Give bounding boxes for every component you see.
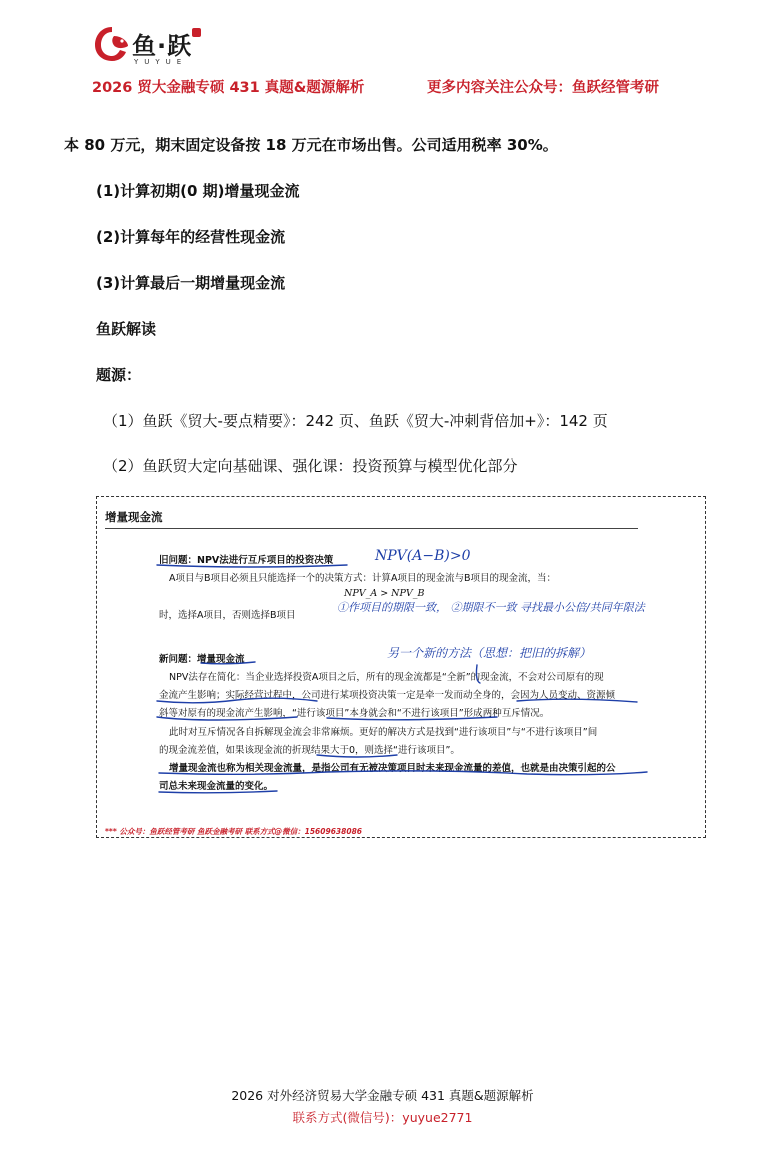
source-item-1: （1）鱼跃《贸大-要点精要》：242 页、鱼跃《贸大-冲刺背倍加+》：142 页 xyxy=(103,412,608,430)
source-item-2: （2）鱼跃贸大定向基础课、强化课：投资预算与模型优化部分 xyxy=(103,457,518,475)
ink-note-3: 另一个新的方法（思想：把旧的拆解） xyxy=(387,646,592,660)
slide-new-question: 新问题：增量现金流 xyxy=(159,654,245,665)
slide-paragraph-line: 此时对互斥情况各自拆解现金流会非常麻烦。更好的解决方式是找到“进行该项目”与“不进行该项目”间 xyxy=(169,727,598,738)
slide-paragraph-line: NPV法存在简化：当企业选择投资A项目之后，所有的现金流都是“全新”的现金流，不会对公司原有的现 xyxy=(169,672,604,683)
analysis-heading: 鱼跃解读 xyxy=(96,320,157,338)
slide-old-question: 旧问题：NPV法进行互斥项目的投资决策 xyxy=(159,555,334,566)
header-wechat-notice: 更多内容关注公众号：鱼跃经管考研 xyxy=(427,80,659,96)
lecture-slide-excerpt xyxy=(96,496,706,838)
slide-definition: A项目与B项目必须且只能选择一个的决策方式：计算A项目的现金流与B项目的现金流，当： xyxy=(169,573,557,584)
brand-logo xyxy=(92,20,202,68)
slide-formula: NPV_A > NPV_B xyxy=(344,588,425,599)
slide-footer: *** 公众号：鱼跃经管考研 鱼跃金融考研 联系方式@微信：15609638086 xyxy=(105,827,363,836)
header-title: 2026 贸大金融专硕 431 真题&题源解析 xyxy=(92,80,365,96)
source-heading: 题源： xyxy=(96,366,142,384)
sub-question-1: (1)计算初期(0 期)增量现金流 xyxy=(96,182,300,200)
sub-question-3: (3)计算最后一期增量现金流 xyxy=(96,274,286,292)
slide-title: 增量现金流 xyxy=(105,510,163,524)
slide-paragraph-line: 斜等对原有的现金流产生影响，“进行该项目”本身就会和“不进行该项目”形成两种互斥情况。 xyxy=(159,708,550,719)
page-footer-contact: 联系方式(微信号)：yuyue2771 xyxy=(292,1110,473,1125)
ink-note-1: NPV(A−B)>0 xyxy=(375,548,471,564)
slide-paragraph-line: 金流产生影响；实际经营过程中，公司进行某项投资决策一定是牵一发而动全身的，会因为人员变动、资源倾 xyxy=(159,690,616,701)
ink-note-2: ①作项目的期限一致， ②期限不一致 寻找最小公倍/共同年限法 xyxy=(337,601,645,614)
logo-subtext: YUYUE xyxy=(134,58,188,66)
sub-question-2: (2)计算每年的经营性现金流 xyxy=(96,228,286,246)
slide-decision-rule: 时，选择A项目，否则选择B项目 xyxy=(159,610,296,621)
slide-definition-bold: 司总未来现金流量的变化。 xyxy=(159,781,274,792)
logo-text: 鱼·跃 xyxy=(132,32,193,60)
page-footer-title: 2026 对外经济贸易大学金融专硕 431 真题&题源解析 xyxy=(231,1088,534,1103)
slide-paragraph-line: 的现金流差值，如果该现金流的折现结果大于0，则选择“进行该项目”。 xyxy=(159,745,460,756)
fish-logo-icon xyxy=(92,24,132,64)
logo-badge-icon xyxy=(192,28,201,37)
slide-definition-bold: 增量现金流也称为相关现金流量，是指公司有无被决策项目时未来现金流量的差值，也就是由决策引起的公 xyxy=(169,763,616,774)
question-text-continued: 本 80 万元，期末固定设备按 18 万元在市场出售。公司适用税率 30%。 xyxy=(64,136,558,154)
slide-divider xyxy=(105,528,638,529)
